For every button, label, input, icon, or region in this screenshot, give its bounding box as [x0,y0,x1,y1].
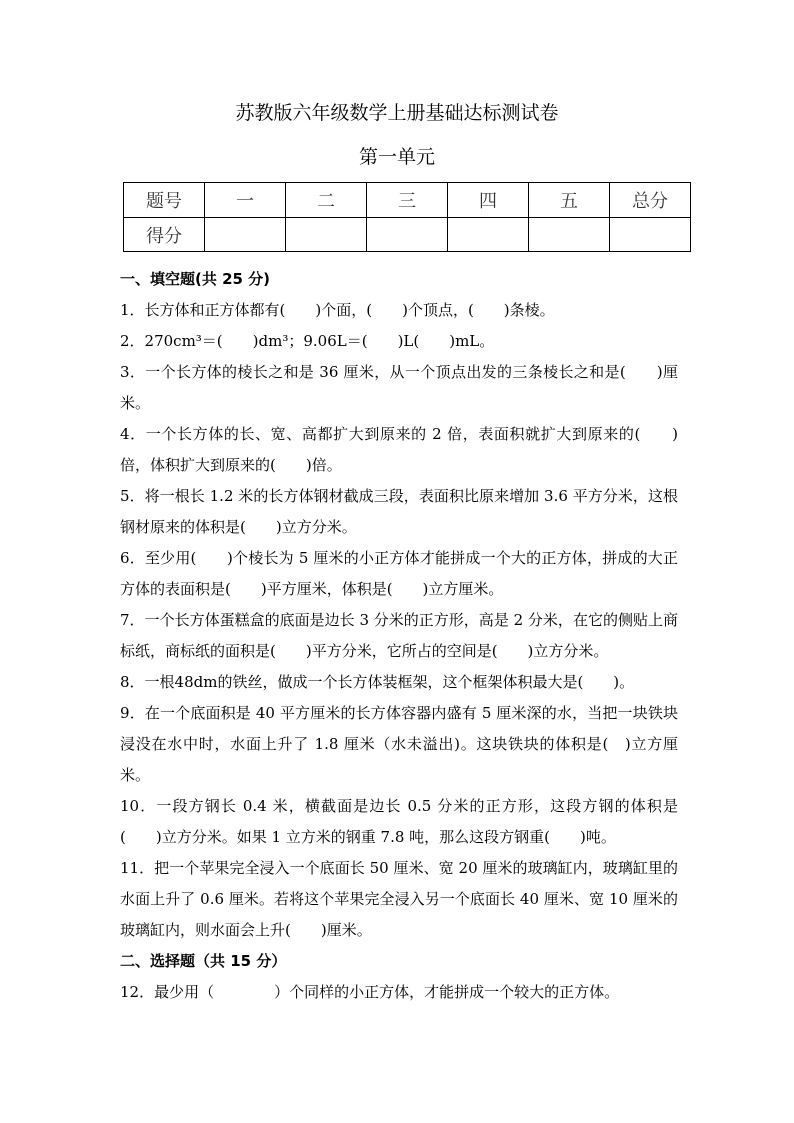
question-9: 9．在一个底面积是 40 平方厘米的长方体容器内盛有 5 厘米深的水，当把一块铁块浸没在水中时，水面上升了 1.8 厘米（水未溢出)。这块铁块的体积是( )立方厘米。 [120,704,678,784]
question-10: 10．一段方钢长 0.4 米，横截面是边长 0.5 分米的正方形，这段方钢的体积是( )立方分米。如果 1 立方米的钢重 7.8 吨，那么这段方钢重( )吨。 [120,797,678,846]
score-header-cell: 一 [205,183,286,218]
exam-content [120,264,678,1008]
score-input-cell[interactable] [448,218,529,252]
score-row-label: 得分 [124,218,205,252]
score-input-cell[interactable] [610,218,691,252]
score-header-cell: 题号 [124,183,205,218]
score-header-cell: 四 [448,183,529,218]
score-table-header-row [124,183,691,218]
question-2: 2．270cm³＝( )dm³；9.06L＝( )L( )mL。 [120,332,495,350]
score-table [123,182,691,252]
question-5: 5．将一根长 1.2 米的长方体钢材截成三段，表面积比原来增加 3.6 平方分米，这根钢材原来的体积是( )立方分米。 [120,487,678,536]
question-12: 12．最少用（ ）个同样的小正方体，才能拼成一个较大的正方体。 [120,983,620,1001]
score-header-cell: 二 [286,183,367,218]
score-header-cell: 五 [529,183,610,218]
question-11: 11．把一个苹果完全浸入一个底面长 50 厘米、宽 20 厘米的玻璃缸内，玻璃缸里的水面上升了 0.6 厘米。若将这个苹果完全浸入另一个底面长 40 厘米、宽 10 厘米的玻璃缸内，则水面会上升( )厘米。 [120,859,678,939]
score-header-cell: 总分 [610,183,691,218]
score-header-cell: 三 [367,183,448,218]
page-subtitle: 第一单元 [358,146,435,168]
score-table-score-row [124,218,691,252]
score-input-cell[interactable] [367,218,448,252]
question-1: 1．长方体和正方体都有( )个面，( )个顶点，( )条棱。 [120,301,555,319]
score-input-cell[interactable] [529,218,610,252]
question-4: 4．一个长方体的长、宽、高都扩大到原来的 2 倍，表面积就扩大到原来的( )倍，体积扩大到原来的( )倍。 [120,425,678,474]
section-heading-fill-blank: 一、填空题(共 25 分) [120,270,271,288]
question-8: 8．一根48dm的铁丝，做成一个长方体装框架，这个框架体积最大是( )。 [120,673,635,691]
page-title: 苏教版六年级数学上册基础达标测试卷 [235,102,559,124]
question-6: 6．至少用( )个棱长为 5 厘米的小正方体才能拼成一个大的正方体，拼成的大正方体的表面积是( )平方厘米，体积是( )立方厘米。 [120,549,678,598]
section-heading-multiple-choice: 二、选择题（共 15 分） [120,952,287,970]
score-input-cell[interactable] [205,218,286,252]
score-input-cell[interactable] [286,218,367,252]
question-3: 3．一个长方体的棱长之和是 36 厘米，从一个顶点出发的三条棱长之和是( )厘米。 [120,363,678,412]
question-7: 7．一个长方体蛋糕盒的底面是边长 3 分米的正方形，高是 2 分米，在它的侧贴上商标纸，商标纸的面积是( )平方分米，它所占的空间是( )立方分米。 [120,611,678,660]
